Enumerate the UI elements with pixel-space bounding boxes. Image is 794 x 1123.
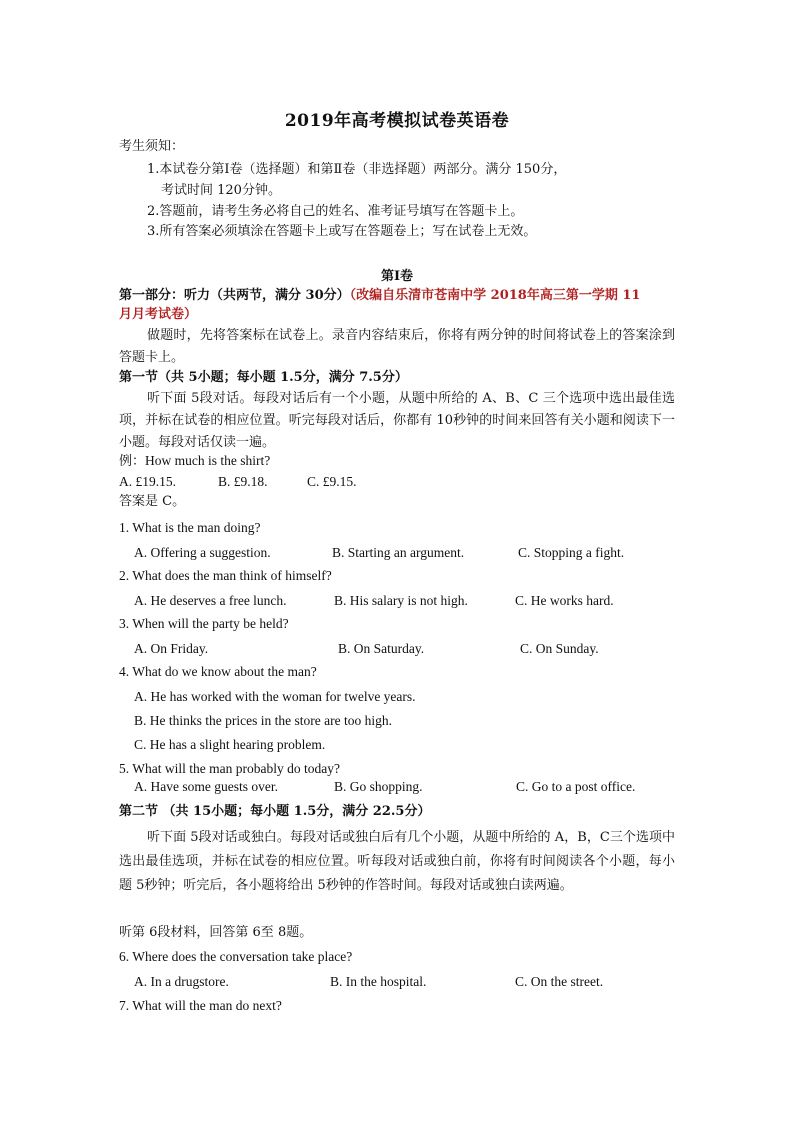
section1-heading: 第一节（共 5小题；每小题 1.5分，满分 7.5分）	[119, 370, 408, 385]
q2-option-c: C. He works hard.	[515, 593, 614, 608]
part1-heading-text: 第一部分：听力（共两节，满分 30分）	[119, 288, 350, 303]
q2-option-a: A. He deserves a free lunch.	[134, 593, 287, 608]
q5-option-a: A. Have some guests over.	[134, 779, 278, 794]
q4-option-c: C. He has a slight hearing problem.	[134, 737, 326, 752]
notice-heading: 考生须知：	[119, 139, 185, 154]
page-title: 2019年高考模拟试卷英语卷	[284, 111, 510, 131]
part1-source: （改编自乐清市苍南中学 2018年高三第一学期 11	[349, 288, 641, 303]
q3-option-b: B. On Saturday.	[338, 641, 425, 656]
question-1: 1. What is the man doing?	[119, 520, 261, 535]
part1-intro: 做题时，先将答案标在试卷上。录音内容结束后，你将有两分钟的时间将试卷上的答案涂到答题卡上。	[119, 328, 675, 365]
question-7: 7. What will the man do next?	[119, 998, 282, 1013]
section2-heading: 第二节 （共 15小题；每小题 1.5分，满分 22.5分）	[119, 804, 431, 819]
example-option-b: B. £9.18.	[218, 474, 268, 489]
question-3: 3. When will the party be held?	[119, 616, 289, 631]
example-question-text: How much is the shirt?	[145, 453, 271, 468]
question-5: 5. What will the man probably do today?	[119, 761, 340, 776]
question-4: 4. What do we know about the man?	[119, 664, 317, 679]
example-answer: 答案是 C。	[119, 494, 186, 509]
q3-option-a: A. On Friday.	[134, 641, 209, 656]
notice-item: 2.答题前，请考生务必将自己的姓名、准考证号填写在答题卡上。	[147, 204, 524, 219]
section1-intro: 听下面 5段对话。每段对话后有一个小题，从题中所给的 A、B、C 三个选项中选出最佳选项，并标在试卷的相应位置。听完每段对话后，你都有 10秒钟的时间来回答有关小题和阅读下一小题。每段对话仅读一遍。	[119, 391, 675, 450]
q3-option-c: C. On Sunday.	[520, 641, 599, 656]
volume-heading: 第Ⅰ卷	[380, 269, 414, 284]
notice-item: 3.所有答案必须填涂在答题卡上或写在答题卷上；写在试卷上无效。	[147, 224, 537, 239]
example-option-a: A. £19.15.	[119, 474, 176, 489]
q1-option-c: C. Stopping a fight.	[518, 545, 625, 560]
material-note: 听第 6段材料，回答第 6至 8题。	[119, 925, 313, 940]
q4-option-b: B. He thinks the prices in the store are too high.	[134, 713, 392, 728]
part1-heading	[119, 287, 640, 305]
part1-source-cont: 月月考试卷）	[119, 307, 198, 322]
q5-option-b: B. Go shopping.	[334, 779, 423, 794]
q4-option-a: A. He has worked with the woman for twelve years.	[134, 689, 416, 704]
q6-option-b: B. In the hospital.	[330, 974, 427, 989]
q1-option-a: A. Offering a suggestion.	[134, 545, 271, 560]
q2-option-b: B. His salary is not high.	[334, 593, 468, 608]
q6-option-c: C. On the street.	[515, 974, 604, 989]
notice-item: 1.本试卷分第Ⅰ卷（选择题）和第Ⅱ卷（非选择题）两部分。满分 150分，	[147, 162, 567, 177]
section2-intro: 听下面 5段对话或独白。每段对话或独白后有几个小题，从题中所给的 A，B，C三个选项中选出最佳选项，并标在试卷的相应位置。听每段对话或独白前，你将有时间阅读各个小题，每小题 5秒钟；听完后，各小题将给出 5秒钟的作答时间。每段对话或独白读两遍。	[119, 830, 675, 893]
question-2: 2. What does the man think of himself?	[119, 568, 332, 583]
q6-option-a: A. In a drugstore.	[134, 974, 229, 989]
question-6: 6. Where does the conversation take place?	[119, 949, 353, 964]
q5-option-c: C. Go to a post office.	[516, 779, 636, 794]
q1-option-b: B. Starting an argument.	[332, 545, 465, 560]
example-question	[119, 452, 270, 471]
example-label: 例：	[119, 454, 146, 469]
example-option-c: C. £9.15.	[307, 474, 357, 489]
notice-item: 考试时间 120分钟。	[161, 183, 281, 198]
